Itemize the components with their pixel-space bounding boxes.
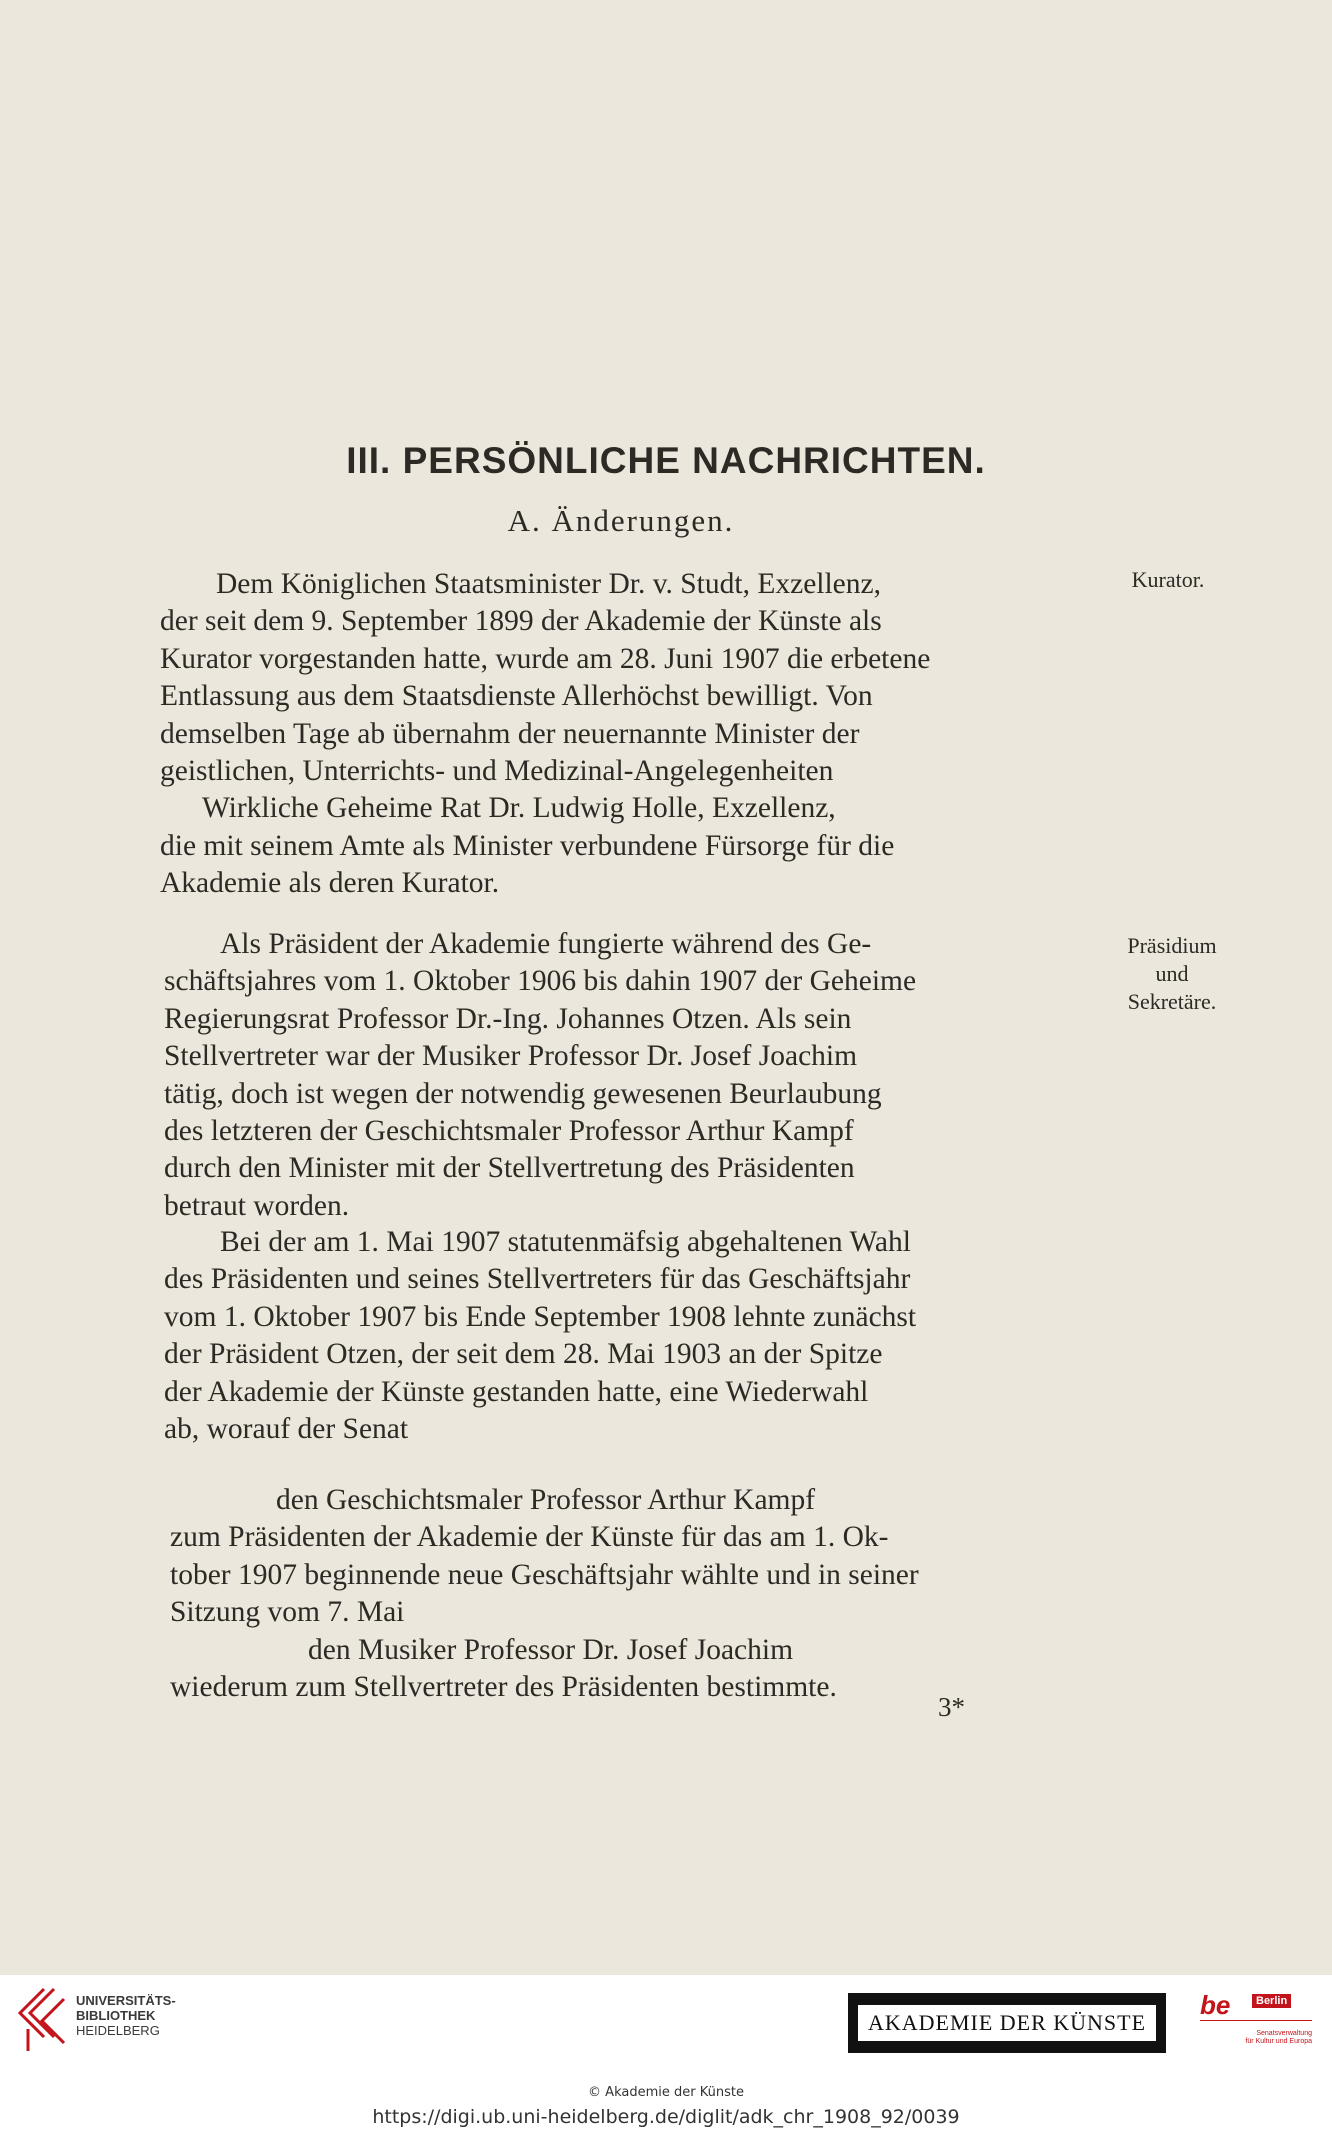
text-line: die mit seinem Amte als Minister verbundene Fürsorge für die (160, 829, 895, 862)
akademie-label: AKADEMIE DER KÜNSTE (858, 2005, 1156, 2041)
berlin-subtitle (1228, 2030, 1312, 2046)
text-line: betraut worden. (164, 1189, 350, 1222)
text-line: durch den Minister mit der Stellvertretung des Präsidenten (164, 1152, 855, 1185)
text-line: Dem Königlichen Staatsminister Dr. v. Studt, Exzellenz, (216, 568, 881, 600)
text-line: vom 1. Oktober 1907 bis Ende September 1908 lehnte zunächst (164, 1300, 917, 1333)
text-line: der Präsident Otzen, der seit dem 28. Mai 1903 an der Spitze (164, 1338, 883, 1371)
text-line: wiederum zum Stellvertreter des Präsidenten bestimmte. (170, 1671, 837, 1704)
text-line: Bei der am 1. Mai 1907 statutenmäfsig abgehaltenen Wahl (220, 1226, 911, 1258)
text-line: den Musiker Professor Dr. Josef Joachim (308, 1633, 794, 1666)
berlin-subtitle-line: Senatsverwaltung (1256, 2030, 1312, 2037)
margin-note-kurator: Kurator. (1131, 567, 1205, 592)
copyright-notice: © Akademie der Künste (588, 2085, 744, 2100)
permalink-url[interactable]: https://digi.ub.uni-heidelberg.de/diglit/adk_chr_1908_92/0039 (372, 2106, 960, 2128)
section-heading: III. PERSÖNLICHE NACHRICHTEN. (346, 440, 986, 481)
text-line: Akademie als deren Kurator. (160, 867, 500, 900)
text-line: ab, worauf der Senat (164, 1413, 409, 1446)
paragraph-kurator (160, 566, 1080, 903)
library-name-line: HEIDELBERG (76, 2023, 160, 2038)
paragraph-wahl (164, 1224, 1084, 1448)
text-line: Wirkliche Geheime Rat Dr. Ludwig Holle, Exzellenz, (202, 792, 836, 825)
akademie-logo[interactable] (848, 1993, 1166, 2053)
text-line: tätig, doch ist wegen der notwendig gewesenen Beurlaubung (164, 1077, 882, 1110)
text-line: der seit dem 9. September 1899 der Akademie der Künste als (160, 605, 882, 638)
library-name-line: BIBLIOTHEK (76, 2008, 156, 2023)
text-line: des Präsidenten und seines Stellvertreters für das Geschäftsjahr (164, 1263, 911, 1296)
margin-note-line: Präsidium (1127, 933, 1217, 958)
berlin-be-mark: be (1200, 1990, 1231, 2020)
text-line: Entlassung aus dem Staatsdienste Allerhöchst bewilligt. Von (160, 680, 873, 713)
text-line: demselben Tage ab übernahm der neuernannte Minister der (160, 717, 860, 750)
library-name-line: UNIVERSITÄTS- (76, 1993, 176, 2008)
text-line: geistlichen, Unterrichts- und Medizinal-Angelegenheiten (160, 755, 834, 788)
margin-note-line: Sekretäre. (1127, 989, 1217, 1014)
margin-note-praesidium (1102, 932, 1242, 1016)
text-line: zum Präsidenten der Akademie der Künste für das am 1. Ok- (170, 1521, 889, 1554)
paragraph-ernennung (170, 1482, 1090, 1706)
text-line: Stellvertreter war der Musiker Professor Dr. Josef Joachim (164, 1040, 858, 1073)
subsection-heading: A. Änderungen. (507, 503, 735, 538)
berlin-subtitle-line: für Kultur und Europa (1245, 2038, 1312, 2045)
university-library-logo-icon (14, 1985, 70, 2055)
text-line: Kurator vorgestanden hatte, wurde am 28. Juni 1907 die erbetene (160, 642, 931, 675)
text-line: schäftsjahres vom 1. Oktober 1906 bis dahin 1907 der Geheime (164, 965, 917, 998)
text-line: der Akademie der Künste gestanden hatte, eine Wiederwahl (164, 1375, 869, 1408)
margin-note-line: und (1155, 961, 1189, 986)
text-line: den Geschichtsmaler Professor Arthur Kampf (276, 1484, 816, 1516)
text-line: Als Präsident der Akademie fungierte während des Ge- (220, 928, 872, 960)
berlin-divider (1200, 2020, 1312, 2021)
text-line: Sitzung vom 7. Mai (170, 1596, 405, 1629)
text-line: Regierungsrat Professor Dr.-Ing. Johannes Otzen. Als sein (164, 1002, 852, 1035)
page-number: 3* (938, 1692, 965, 1722)
university-library-name (76, 1993, 176, 2038)
text-line: tober 1907 beginnende neue Geschäftsjahr wählte und in seiner (170, 1558, 919, 1591)
paragraph-praesident (164, 926, 1084, 1225)
berlin-tag: Berlin (1252, 1994, 1291, 2008)
berlin-senate-logo (1200, 1990, 1312, 2060)
text-line: des letzteren der Geschichtsmaler Professor Arthur Kampf (164, 1115, 854, 1148)
